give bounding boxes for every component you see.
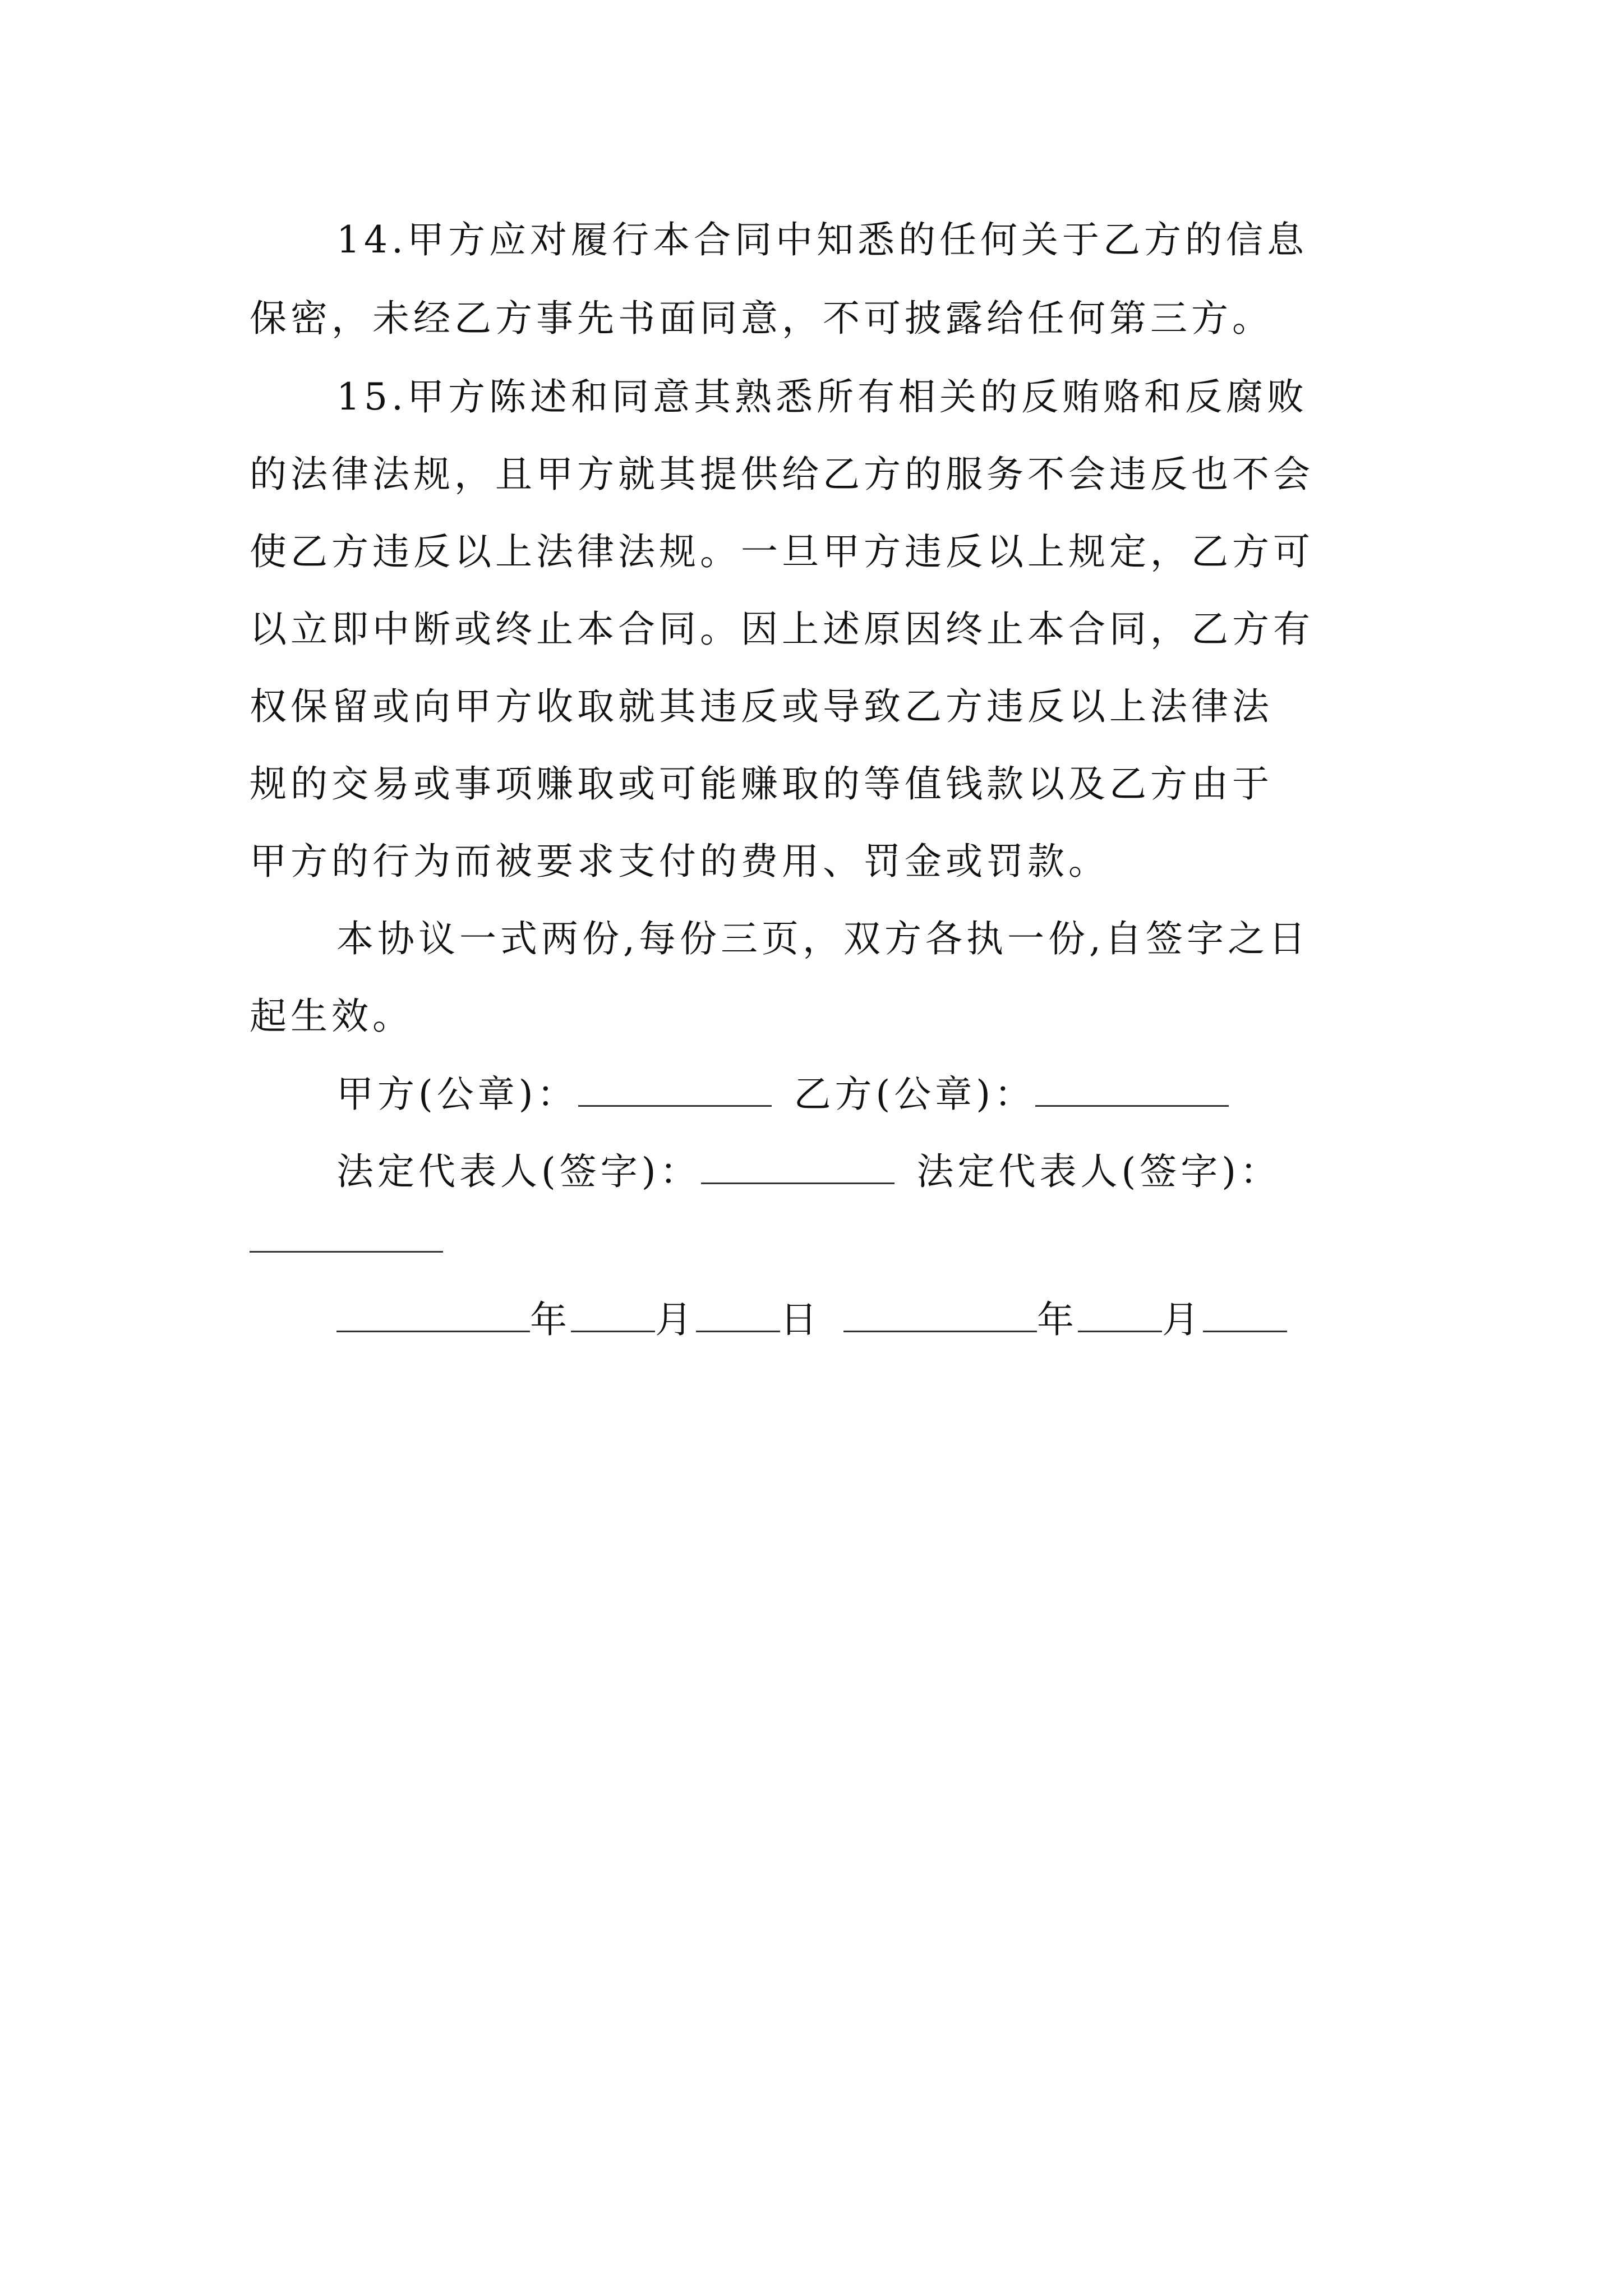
day-label-a: 日 (780, 1298, 821, 1341)
closing-line-1: 本协议一式两份,每份三页，双方各执一份,自签字之日 (336, 917, 1310, 960)
clause-15-line-5: 权保留或向甲方收取就其违反或导致乙方违反以上法律法 (250, 685, 1273, 728)
seal-row (336, 1071, 1394, 1117)
date-row (336, 1297, 1394, 1342)
clause-14-line-1: 14.甲方应对履行本合同中知悉的任何关于乙方的信息 (336, 218, 1308, 261)
clause-15-line-3: 使乙方违反以上法律法规。一旦甲方违反以上规定，乙方可 (250, 530, 1314, 573)
party-a-seal-label: 甲方(公章)： (336, 1073, 578, 1116)
party-b-seal-blank[interactable] (1035, 1071, 1229, 1107)
party-a-rep-label: 法定代表人(签字)： (336, 1150, 701, 1193)
party-a-year-blank[interactable] (336, 1297, 530, 1332)
closing-line-2: 起生效。 (250, 995, 413, 1038)
party-b-rep-blank[interactable] (250, 1217, 443, 1253)
party-b-seal-label: 乙方(公章)： (794, 1073, 1035, 1116)
month-label-b: 月 (1162, 1298, 1203, 1341)
year-label-b: 年 (1037, 1298, 1078, 1341)
clause-15-line-6: 规的交易或事项赚取或可能赚取的等值钱款以及乙方由于 (250, 762, 1273, 806)
clause-15-line-7: 甲方的行为而被要求支付的费用、罚金或罚款。 (250, 840, 1109, 883)
party-a-rep-blank[interactable] (701, 1149, 895, 1184)
party-a-day-blank[interactable] (696, 1297, 780, 1332)
party-b-year-blank[interactable] (843, 1297, 1037, 1332)
party-b-rep-label: 法定代表人(签字)： (916, 1150, 1281, 1193)
clause-15-line-1: 15.甲方陈述和同意其熟悉所有相关的反贿赂和反腐败 (336, 375, 1308, 418)
clause-14-line-2: 保密，未经乙方事先书面同意，不可披露给任何第三方。 (250, 297, 1273, 340)
party-a-month-blank[interactable] (571, 1297, 655, 1332)
party-a-seal-blank[interactable] (578, 1071, 772, 1107)
clause-15-line-4: 以立即中断或终止本合同。因上述原因终止本合同，乙方有 (250, 608, 1314, 651)
representative-row (336, 1149, 1394, 1194)
clause-15-line-2: 的法律法规，且甲方就其提供给乙方的服务不会违反也不会 (250, 453, 1314, 496)
party-b-rep-blank-row (250, 1217, 1394, 1263)
month-label-a: 月 (655, 1298, 696, 1341)
party-b-day-blank[interactable] (1203, 1297, 1287, 1332)
party-b-month-blank[interactable] (1078, 1297, 1162, 1332)
year-label-a: 年 (530, 1298, 571, 1341)
